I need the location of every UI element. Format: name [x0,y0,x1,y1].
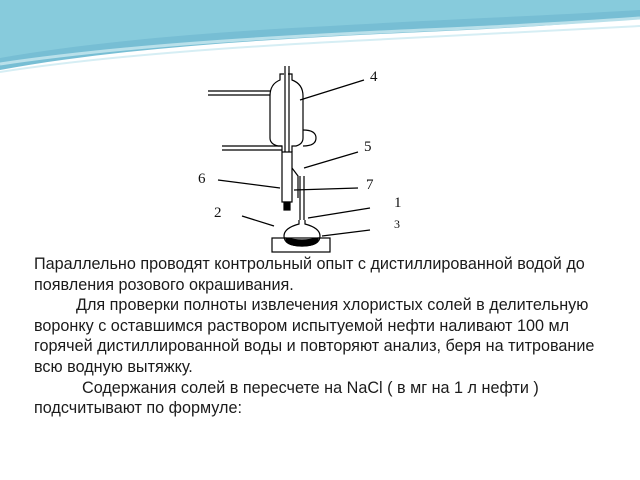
apparatus-drawing [188,58,412,256]
paragraph-extraction-check: Для проверки полноты извлечения хлористых солей в делительную воронку с оставшимся раствором испытуемой нефти наливают 100 мл горячей дистиллированной воды и повторяют анализ, беря на титрование всю водную вытяжку. [34,296,595,376]
label-4: 4 [370,69,378,85]
label-2: 2 [214,205,222,221]
label-5: 5 [364,139,372,155]
label-1: 1 [394,195,402,211]
label-6: 6 [198,171,206,187]
label-7: 7 [366,177,374,193]
paragraph-salt-content: Содержания солей в пересчете на NaCl ( в мг на 1 л нефти ) подсчитывают по формуле: [34,378,539,418]
body-text [34,254,614,419]
label-3: 3 [394,217,400,231]
apparatus-diagram [188,58,412,256]
paragraph-control-experiment: Параллельно проводят контрольный опыт с дистиллированной водой до появления розового окрашивания. [34,255,585,294]
